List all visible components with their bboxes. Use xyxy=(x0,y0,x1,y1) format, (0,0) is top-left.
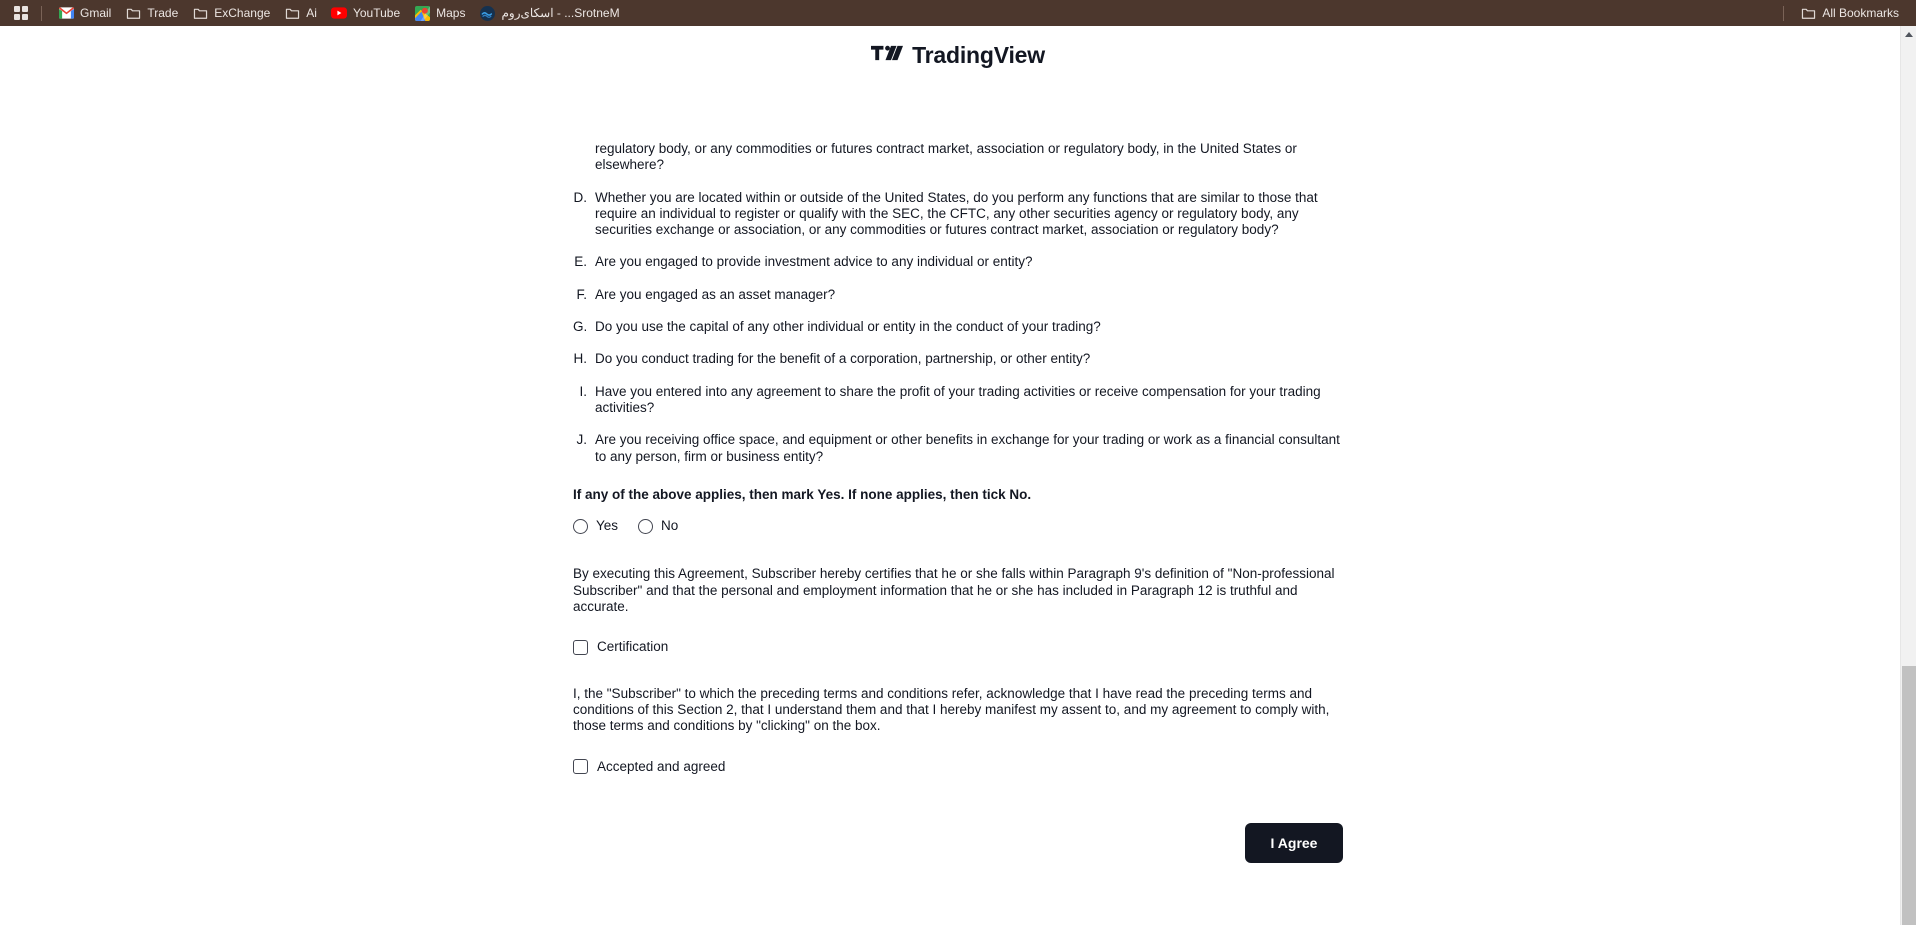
radio-label: Yes xyxy=(596,518,619,534)
question-marker: F. xyxy=(576,286,587,302)
checkbox-icon[interactable] xyxy=(573,640,588,655)
question-marker: I. xyxy=(579,383,587,399)
list-item xyxy=(573,190,1343,239)
bookmark-label: ExChange xyxy=(214,6,271,20)
bookmark-mentors-skyroom[interactable] xyxy=(472,2,626,24)
question-text: Are you engaged to provide investment advice to any individual or entity? xyxy=(595,254,1033,270)
radio-option-yes[interactable] xyxy=(573,518,618,534)
tradingview-logo[interactable] xyxy=(871,42,1045,69)
list-item xyxy=(573,141,1343,174)
vertical-scrollbar[interactable] xyxy=(1900,26,1916,925)
scroll-up-arrow-icon[interactable] xyxy=(1901,26,1916,42)
i-agree-button[interactable]: I Agree xyxy=(1245,823,1343,863)
acceptance-checkbox-label: Accepted and agreed xyxy=(597,758,726,774)
bookmark-label: YouTube xyxy=(352,6,401,20)
site-header xyxy=(0,26,1916,84)
bookmark-gmail[interactable] xyxy=(51,2,118,24)
gmail-icon xyxy=(58,5,74,21)
acceptance-checkbox-row[interactable] xyxy=(573,759,1343,775)
scrollbar-thumb[interactable] xyxy=(1902,666,1916,925)
bookmark-label: Ai xyxy=(306,6,317,20)
page-viewport xyxy=(0,26,1916,925)
radio-label: No xyxy=(661,518,679,534)
question-marker: G. xyxy=(573,319,588,335)
question-text: Do you conduct trading for the benefit of a corporation, partnership, or other entity? xyxy=(595,351,1091,367)
agreement-scroll-area[interactable] xyxy=(0,84,1916,925)
list-item xyxy=(573,254,1343,270)
google-maps-icon xyxy=(414,5,430,21)
radio-circle-icon[interactable] xyxy=(573,519,588,534)
question-marker: J. xyxy=(576,432,587,448)
folder-icon xyxy=(284,5,300,21)
list-item xyxy=(573,287,1343,303)
apps-grid-icon[interactable] xyxy=(10,2,32,24)
bookmark-trade[interactable] xyxy=(118,2,185,24)
question-marker: H. xyxy=(573,351,587,367)
tradingview-logo-icon xyxy=(871,43,903,68)
all-bookmarks-label: All Bookmarks xyxy=(1822,6,1899,20)
professional-status-radio-group xyxy=(573,518,1343,534)
bookmark-exchange[interactable] xyxy=(185,2,277,24)
certification-checkbox-row[interactable] xyxy=(573,639,1343,655)
list-item xyxy=(573,384,1343,417)
folder-icon xyxy=(192,5,208,21)
bookmarks-divider xyxy=(41,6,42,21)
folder-icon xyxy=(1800,5,1816,21)
bookmark-ai[interactable] xyxy=(277,2,324,24)
bookmarks-bar-right-group xyxy=(1778,2,1906,24)
questions-list xyxy=(573,141,1343,465)
bookmark-label: MentorS... - اسکای‌روم xyxy=(501,6,620,20)
submit-row xyxy=(573,823,1343,863)
all-bookmarks-button[interactable] xyxy=(1793,2,1906,24)
question-marker: D. xyxy=(573,189,587,205)
bookmarks-divider xyxy=(1783,6,1784,21)
question-text: Whether you are located within or outside of the United States, do you perform any functions that are similar to those that require an individual to register or qualify with the SEC, the CFTC, any other securities agency or regulatory body, any securities exchange or association, or any commodities or futures contract market, association or regulatory body? xyxy=(595,189,1318,238)
bookmark-maps[interactable] xyxy=(407,2,472,24)
question-marker: E. xyxy=(574,254,587,270)
bookmark-label: Trade xyxy=(147,6,179,20)
youtube-icon xyxy=(331,5,347,21)
folder-icon xyxy=(125,5,141,21)
radio-circle-icon[interactable] xyxy=(638,519,653,534)
certification-paragraph: By executing this Agreement, Subscriber hereby certifies that he or she falls within Paragraph 9's definition of "Non-professional Subscriber" and that the personal and employment information that he or she has included in Paragraph 12 is truthful and accurate. xyxy=(573,566,1335,615)
list-item xyxy=(573,351,1343,367)
bookmark-label: Gmail xyxy=(80,6,112,20)
question-text: Do you use the capital of any other individual or entity in the conduct of your trading? xyxy=(595,319,1101,335)
agreement-content xyxy=(573,84,1343,863)
skyroom-icon xyxy=(479,5,495,21)
question-text: regulatory body, or any commodities or futures contract market, association or regulatory body, in the United States or elsewhere? xyxy=(595,141,1297,173)
bookmark-label: Maps xyxy=(436,6,466,20)
certification-checkbox-label: Certification xyxy=(597,639,669,655)
instruction-text: If any of the above applies, then mark Yes. If none applies, then tick No. xyxy=(573,486,1032,502)
question-text: Are you receiving office space, and equipment or other benefits in exchange for your trading or work as a financial consultant to any person, firm or business entity? xyxy=(595,432,1340,464)
brand-name: TradingView xyxy=(912,41,1045,68)
bookmarks-bar xyxy=(0,0,1916,26)
question-text: Are you engaged as an asset manager? xyxy=(595,286,836,302)
bookmark-youtube[interactable] xyxy=(324,2,407,24)
acceptance-paragraph: I, the "Subscriber" to which the preceding terms and conditions refer, acknowledge that I have read the preceding terms and conditions of this Section 2, that I understand them and that I hereby manifest my assent to, and my agreement to comply with, those terms and conditions by "clicking" on the box. xyxy=(573,685,1330,734)
list-item xyxy=(573,319,1343,335)
question-text: Have you entered into any agreement to share the profit of your trading activities or receive compensation for your trading activities? xyxy=(595,383,1321,415)
list-item xyxy=(573,432,1343,465)
radio-option-no[interactable] xyxy=(638,518,678,534)
checkbox-icon[interactable] xyxy=(573,759,588,774)
